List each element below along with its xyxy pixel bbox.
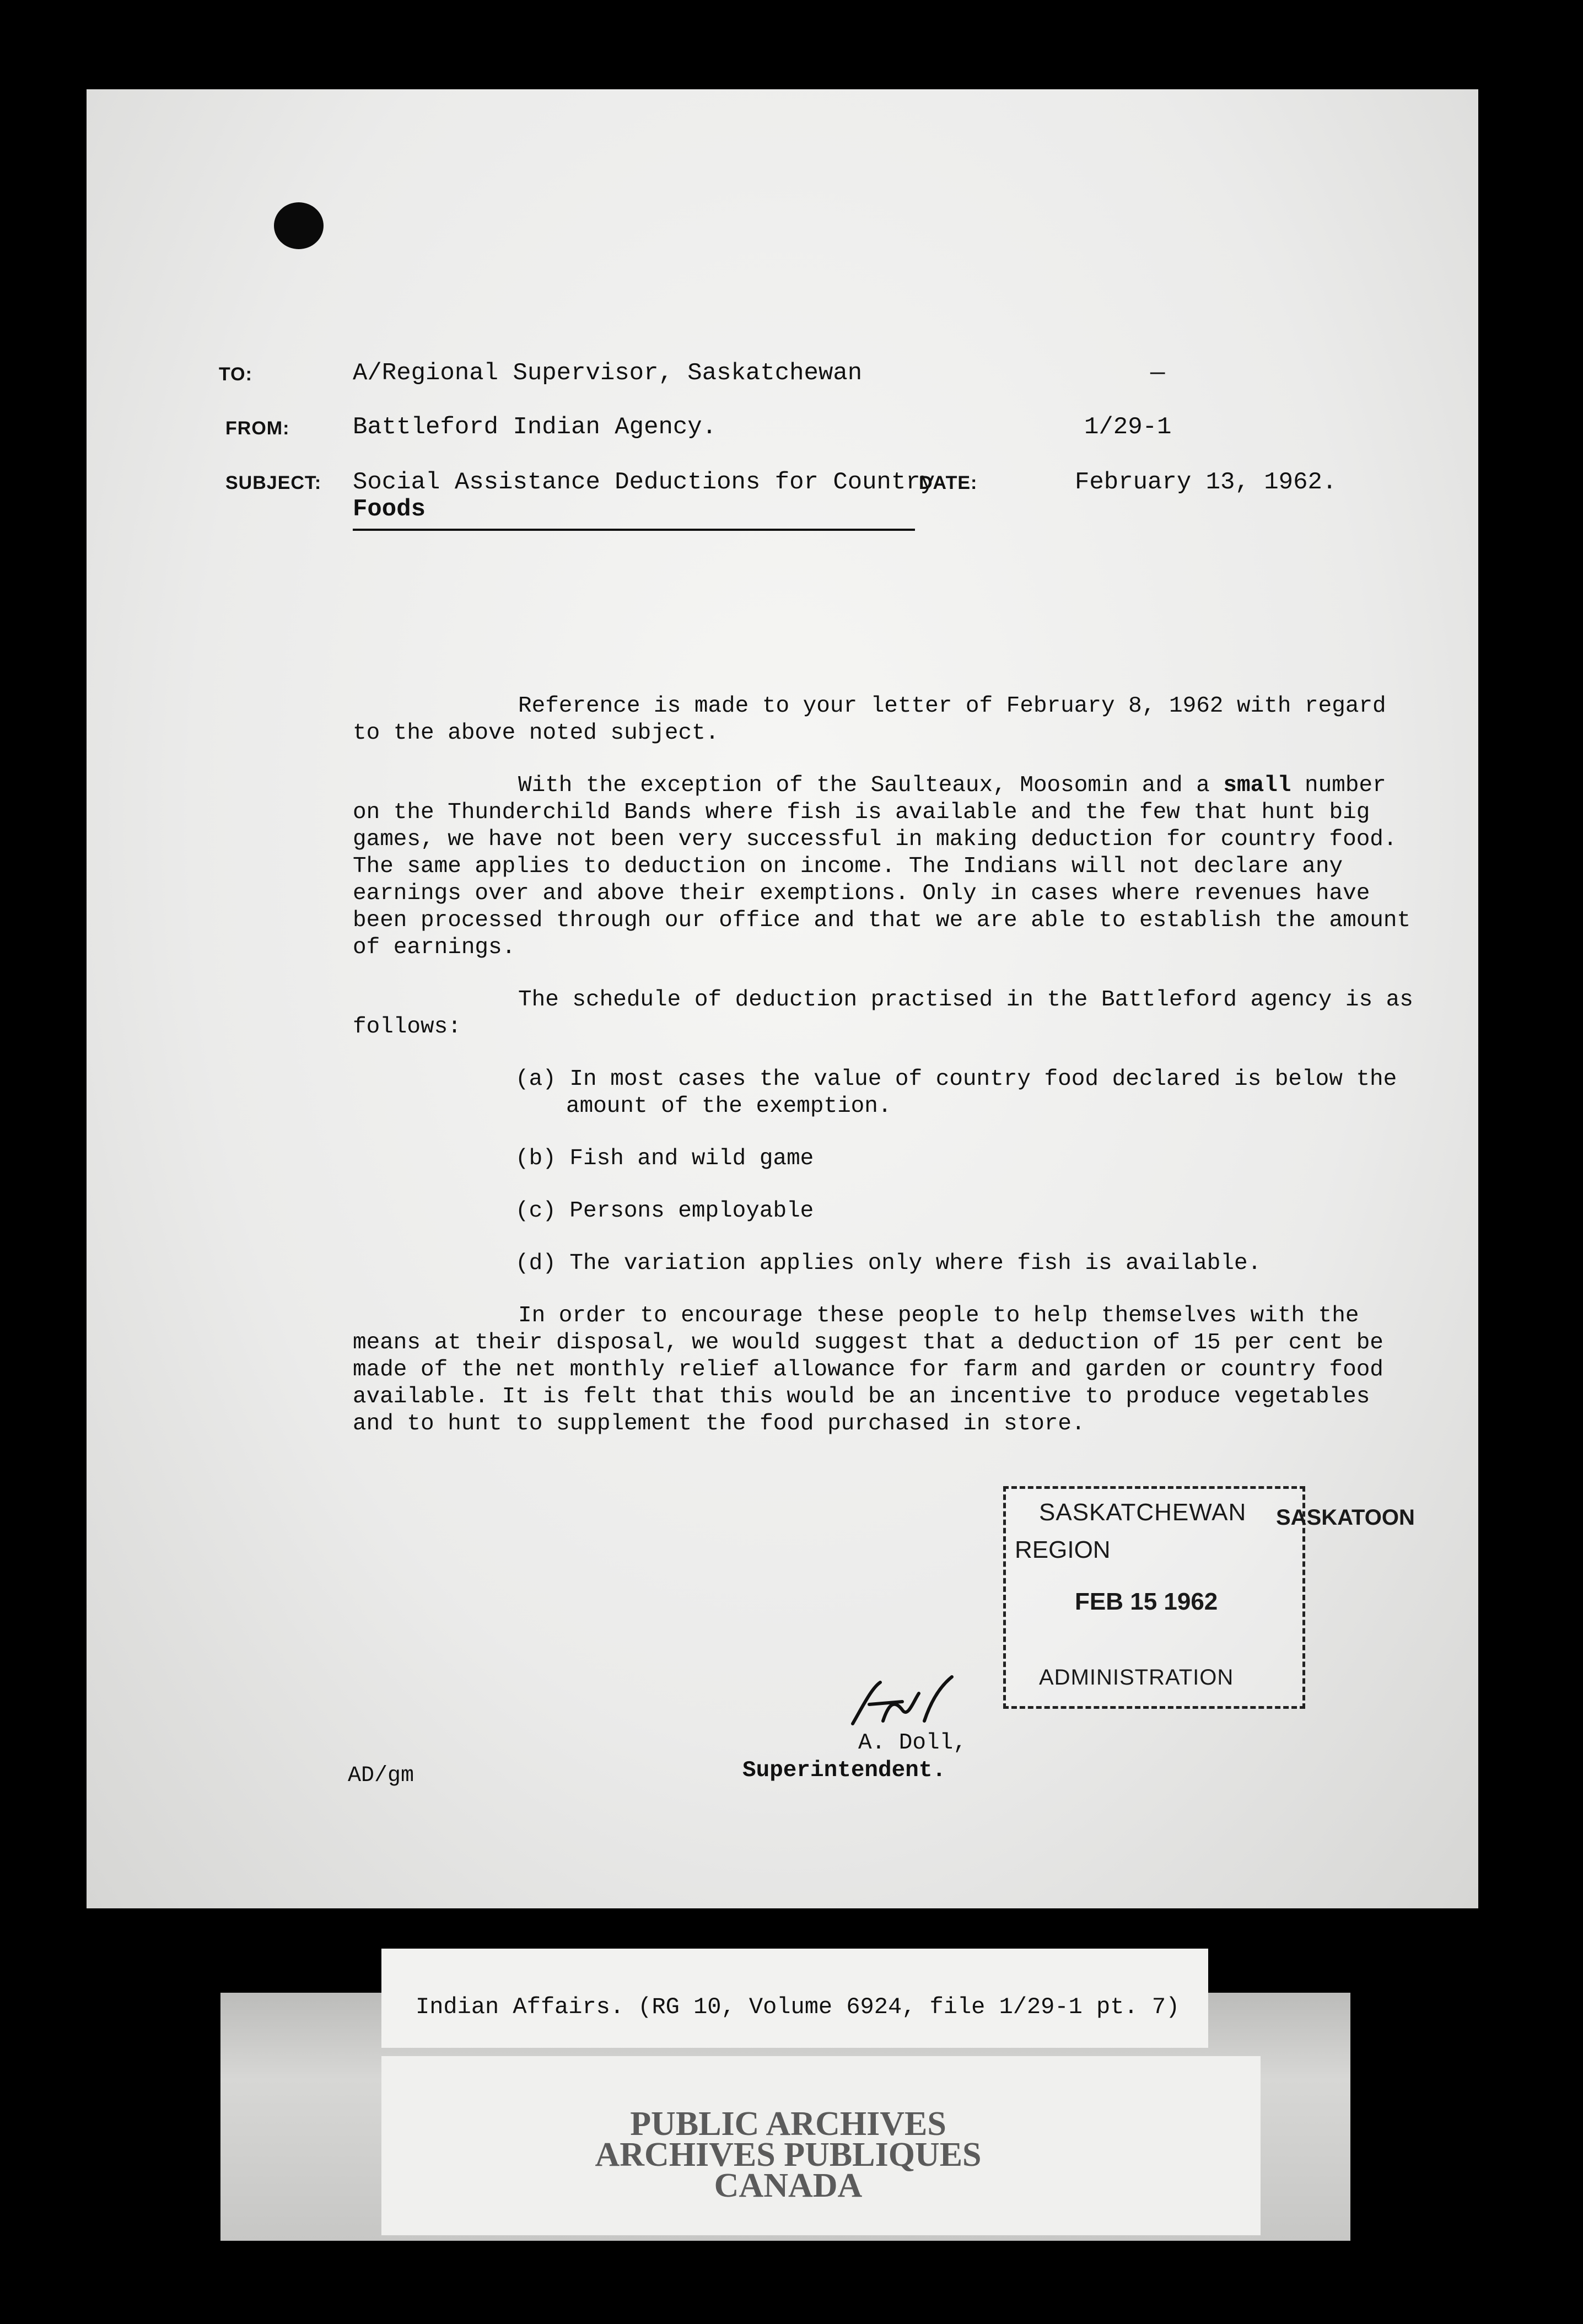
date-label: DATE: [919, 472, 978, 493]
document-page [87, 89, 1478, 1908]
to-right: — [1150, 359, 1165, 387]
stamp-right-letters: SASKATOON [1276, 1505, 1415, 1530]
schedule-item-d: (d) The variation applies only where fish is available. [515, 1251, 1262, 1276]
archive-line-2: ARCHIVES PUBLIQUES [595, 2136, 982, 2174]
stamp-date: FEB 15 1962 [1075, 1588, 1218, 1615]
paragraph-3: The schedule of deduction practised in the Battleford agency is as follows: [353, 987, 1427, 1040]
stamp-left-letters: REGION [1015, 1536, 1111, 1563]
signer-title: Superintendent. [742, 1758, 946, 1783]
from-value: Battleford Indian Agency. [353, 413, 717, 441]
punch-hole [274, 202, 324, 249]
paragraph-2 [353, 772, 1424, 961]
citation-text: Indian Affairs. (RG 10, Volume 6924, file 1/29-1 pt. 7) [416, 1994, 1180, 2020]
signer-name: A. Doll, [858, 1730, 967, 1756]
stamp-top: SASKATCHEWAN [1039, 1499, 1247, 1526]
subject-label: SUBJECT: [225, 472, 322, 493]
paragraph-2-rest: number on the Thunderchild Bands where fish is available and the few that hunt big games, we have not been very successful in making deduction for country food. The same applies to deduction on income. The Indians will not declare any earnings over and above their exemptions. Only in cases where revenues have been processed through our office and that we are able to establish the amount of earnings. [353, 773, 1424, 960]
schedule-item-a: (a) In most cases the value of country food declared is below the amount of the exemption. [515, 1067, 1410, 1119]
paragraph-4: In order to encourage these people to help themselves with the means at their disposal, we would suggest that a deduction of 15 per cent be made of the net monthly relief allowance for farm and garden or country food available. It is felt that this would be an incentive to produce vegetables and to hunt to supplement the food purchased in store. [353, 1303, 1397, 1437]
paragraph-2-start: With the exception of the Saulteaux, Moosomin and a [518, 773, 1224, 798]
to-label: TO: [219, 364, 252, 385]
schedule-item-c: (c) Persons employable [515, 1198, 814, 1224]
paragraph-2-bold: small [1223, 773, 1291, 798]
subject-value-2: Foods [353, 496, 426, 523]
memo-body [353, 693, 1427, 1463]
typist-initials: AD/gm [348, 1763, 414, 1788]
from-label: FROM: [225, 418, 290, 439]
signature-scrawl [842, 1671, 963, 1737]
received-stamp [1003, 1486, 1415, 1709]
to-value: A/Regional Supervisor, Saskatchewan [353, 359, 863, 387]
stamp-bottom: ADMINISTRATION [1039, 1665, 1234, 1690]
from-right: 1/29-1 [1084, 413, 1172, 441]
paragraph-1: Reference is made to your letter of February 8, 1962 with regard to the above noted subject. [353, 693, 1400, 746]
subject-value-1: Social Assistance Deductions for Country [353, 469, 935, 496]
signature-block [742, 1729, 967, 1784]
subject-underline [353, 529, 915, 531]
citation-label [381, 1949, 1208, 2048]
archive-label [579, 2105, 998, 2204]
archive-line-1: PUBLIC ARCHIVES [630, 2105, 946, 2143]
schedule-item-b: (b) Fish and wild game [515, 1146, 814, 1171]
archive-line-3: CANADA [714, 2167, 863, 2204]
date-value: February 13, 1962. [1075, 469, 1337, 496]
